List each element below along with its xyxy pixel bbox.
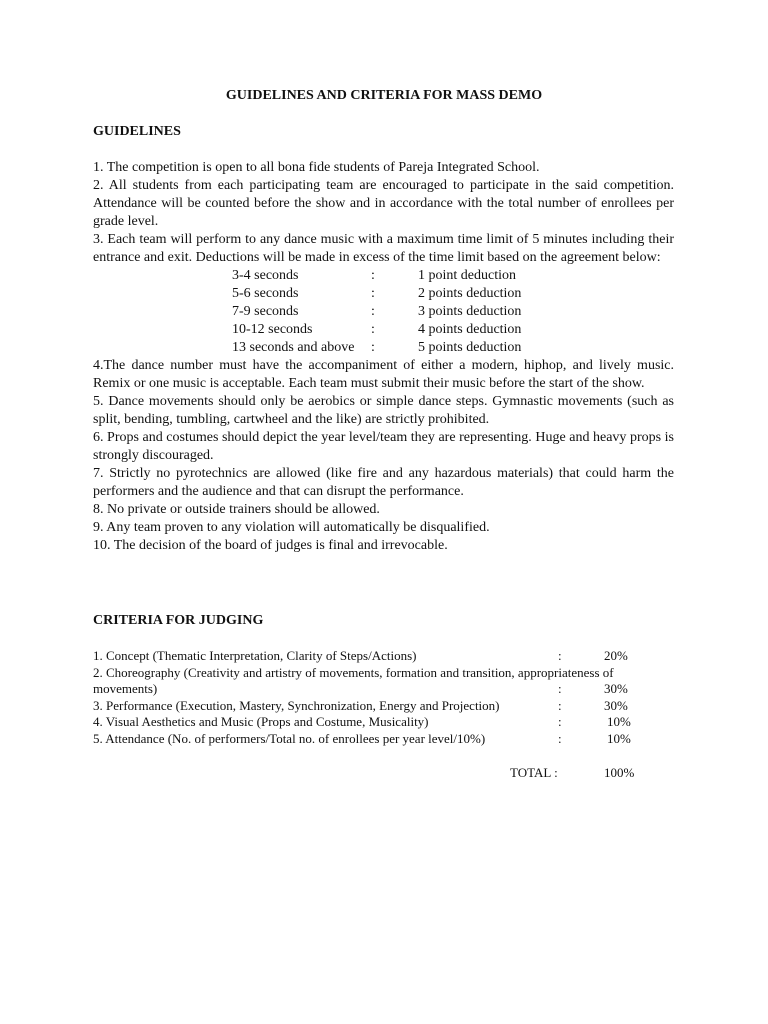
- guideline-item: 10. The decision of the board of judges is final and irrevocable.: [93, 538, 448, 553]
- criteria-label: 5. Attendance (No. of performers/Total no. of enrollees per year level/10%): [93, 730, 486, 746]
- guidelines-heading: GUIDELINES: [93, 124, 181, 139]
- guideline-item: 7. Strictly no pyrotechnics are allowed (like fire and any hazardous materials) that could harm the performers and the audience and that can disrupt the performance.: [93, 466, 674, 499]
- deduction-separator: :: [371, 322, 375, 337]
- criteria-separator: :: [558, 697, 562, 713]
- criteria-label: 3. Performance (Execution, Mastery, Synchronization, Energy and Projection): [93, 697, 500, 713]
- criteria-percentage: 20%: [604, 648, 628, 663]
- criteria-label-line: 2. Choreography (Creativity and artistry of movements, formation and transition, appropriateness of: [93, 664, 614, 680]
- guideline-item: 3. Each team will perform to any dance music with a maximum time limit of 5 minutes including their entrance and exit. Deductions will be made in excess of the time limit based on the agreement below:: [93, 232, 674, 265]
- deduction-row: [232, 339, 674, 357]
- deduction-time: 7-9 seconds: [232, 304, 299, 319]
- guideline-item: 2. All students from each participating team are encouraged to participate in the said competition. Attendance will be counted before the show and in accordance with the total number of enrollees per grade level.: [93, 178, 674, 229]
- criteria-list: [93, 648, 674, 747]
- deduction-table: [232, 267, 674, 357]
- criteria-row: [93, 714, 674, 731]
- deduction-time: 13 seconds and above: [232, 340, 355, 355]
- total-label: TOTAL :: [510, 765, 558, 780]
- criteria-percentage: 30%: [604, 681, 628, 696]
- deduction-result: 3 points deduction: [418, 304, 522, 319]
- criteria-separator: :: [558, 714, 562, 729]
- deduction-row: [232, 267, 674, 285]
- total-row: [510, 765, 634, 781]
- deduction-row: [232, 303, 674, 321]
- guideline-item: 1. The competition is open to all bona fide students of Pareja Integrated School.: [93, 160, 540, 175]
- criteria-percentage: 10%: [607, 714, 631, 729]
- deduction-result: 1 point deduction: [418, 268, 516, 283]
- deduction-separator: :: [371, 286, 375, 301]
- guideline-item: 8. No private or outside trainers should be allowed.: [93, 502, 380, 517]
- deduction-separator: :: [371, 268, 375, 283]
- criteria-separator: :: [558, 730, 562, 746]
- document-title: GUIDELINES AND CRITERIA FOR MASS DEMO: [225, 88, 543, 103]
- deduction-time: 3-4 seconds: [232, 268, 299, 283]
- deduction-result: 5 points deduction: [418, 340, 522, 355]
- deduction-result: 4 points deduction: [418, 322, 522, 337]
- deduction-row: [232, 285, 674, 303]
- deduction-separator: :: [371, 304, 375, 319]
- criteria-row: [93, 698, 674, 715]
- deduction-separator: :: [371, 340, 375, 355]
- guideline-item: 5. Dance movements should only be aerobics or simple dance steps. Gymnastic movements (such as split, bending, tumbling, cartwheel and the like) are strictly prohibited.: [93, 394, 674, 427]
- criteria-label: 1. Concept (Thematic Interpretation, Clarity of Steps/Actions): [93, 648, 417, 663]
- criteria-heading: CRITERIA FOR JUDGING: [93, 613, 264, 628]
- criteria-percentage: 30%: [604, 697, 628, 713]
- criteria-row: [93, 731, 674, 748]
- criteria-label: movements): [93, 681, 158, 696]
- deduction-time: 5-6 seconds: [232, 286, 299, 301]
- criteria-row: [93, 648, 674, 665]
- deduction-result: 2 points deduction: [418, 286, 522, 301]
- criteria-percentage: 10%: [607, 730, 631, 746]
- guideline-item: 6. Props and costumes should depict the year level/team they are representing. Huge and heavy props is strongly discouraged.: [93, 430, 674, 463]
- total-value: 100%: [604, 765, 635, 780]
- guideline-item: 4.The dance number must have the accompaniment of either a modern, hiphop, and lively music. Remix or one music is acceptable. Each team must submit their music before the start of the show.: [93, 358, 674, 391]
- deduction-row: [232, 321, 674, 339]
- criteria-label: 4. Visual Aesthetics and Music (Props and Costume, Musicality): [93, 714, 429, 729]
- guidelines-list: [93, 159, 674, 555]
- deduction-time: 10-12 seconds: [232, 322, 313, 337]
- criteria-row: [93, 665, 674, 698]
- guideline-item: 9. Any team proven to any violation will automatically be disqualified.: [93, 520, 490, 535]
- criteria-separator: :: [558, 681, 562, 696]
- criteria-separator: :: [558, 648, 562, 663]
